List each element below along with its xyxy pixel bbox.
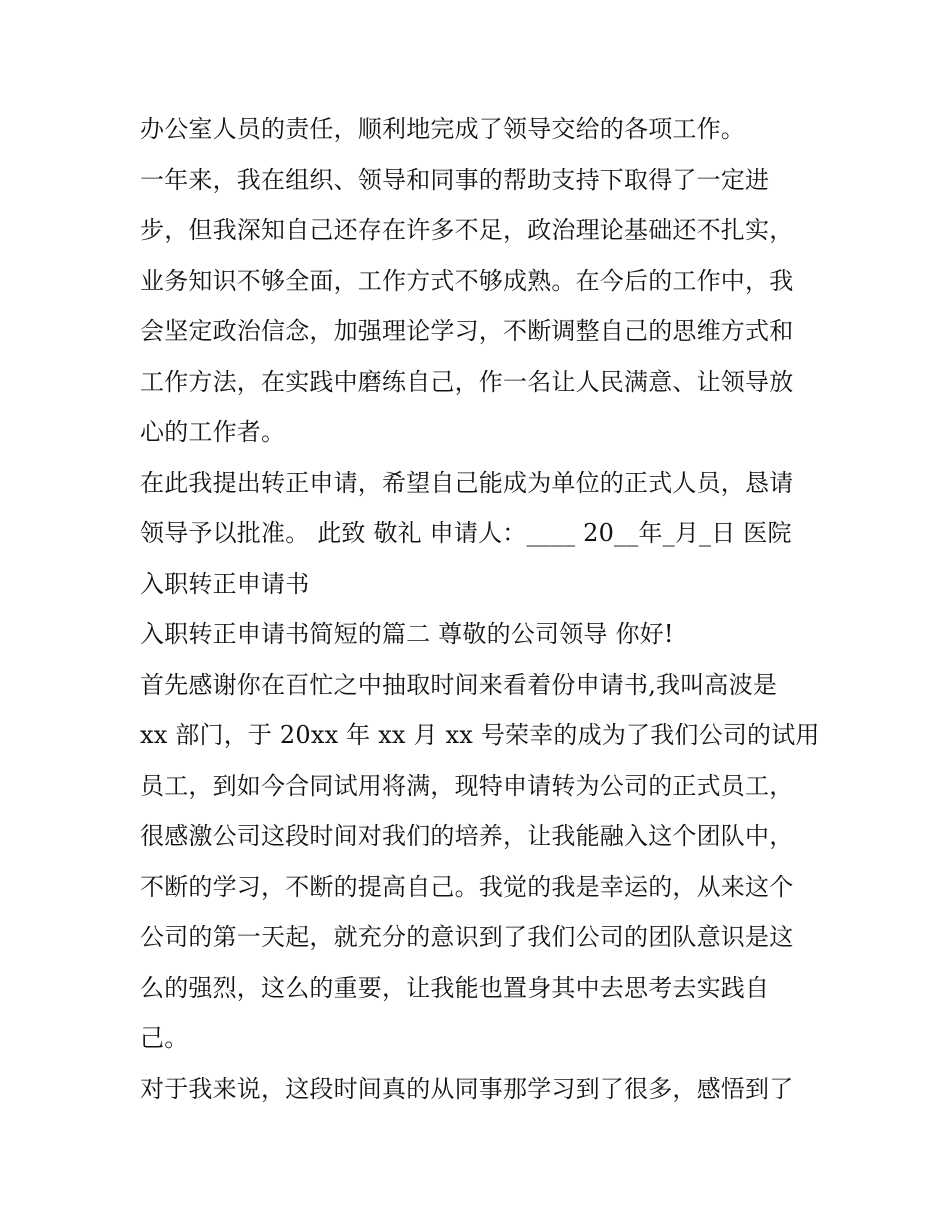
text-line: 心的工作者。: [140, 418, 286, 446]
text-line: 很感激公司这段时间对我们的培养，让我能融入这个团队中，: [140, 822, 794, 850]
text-line: 首先感谢你在百忙之中抽取时间来看着份申请书,我叫高波是: [140, 670, 778, 699]
text-line: 步，但我深知自己还存在许多不足，政治理论基础还不扎实，: [140, 216, 794, 244]
text-line: 公司的第一天起，就充分的意识到了我们公司的团队意识是这: [140, 923, 794, 951]
text-line: 会坚定政治信念，加强理论学习，不断调整自己的思维方式和: [140, 317, 794, 345]
text-line: 在此我提出转正申请，希望自己能成为单位的正式人员，恳请: [140, 468, 794, 497]
document-body: [140, 104, 830, 1114]
text-line: 员工，到如今合同试用将满，现特申请转为公司的正式员工，: [140, 771, 794, 800]
text-line: 业务知识不够全面，工作方式不够成熟。在今后的工作中，我: [140, 266, 794, 295]
text-line: 入职转正申请书: [140, 569, 310, 598]
text-line: 办公室人员的责任，顺利地完成了领导交给的各项工作。: [140, 115, 745, 143]
text-line: xx 部门，于 20xx 年 xx 月 xx 号荣幸的成为了我们公司的试用: [140, 721, 820, 749]
text-line: 么的强烈，这么的重要，让我能也置身其中去思考去实践自: [140, 973, 770, 1002]
text-line: 对于我来说，这段时间真的从同事那学习到了很多，感悟到了: [140, 1074, 794, 1103]
text-line: 入职转正申请书简短的篇二 尊敬的公司领导 你好!: [140, 620, 674, 648]
text-line: 不断的学习，不断的提高自己。我觉的我是幸运的，从来这个: [140, 872, 794, 901]
text-line: 己。: [140, 1024, 189, 1052]
text-line: 工作方法，在实践中磨练自己，作一名让人民满意、让领导放: [140, 367, 794, 396]
text-line: 领导予以批准。 此致 敬礼 申请人：____ 20__年_月_日 医院: [140, 519, 792, 547]
text-line: 一年来，我在组织、领导和同事的帮助支持下取得了一定进: [140, 165, 770, 194]
